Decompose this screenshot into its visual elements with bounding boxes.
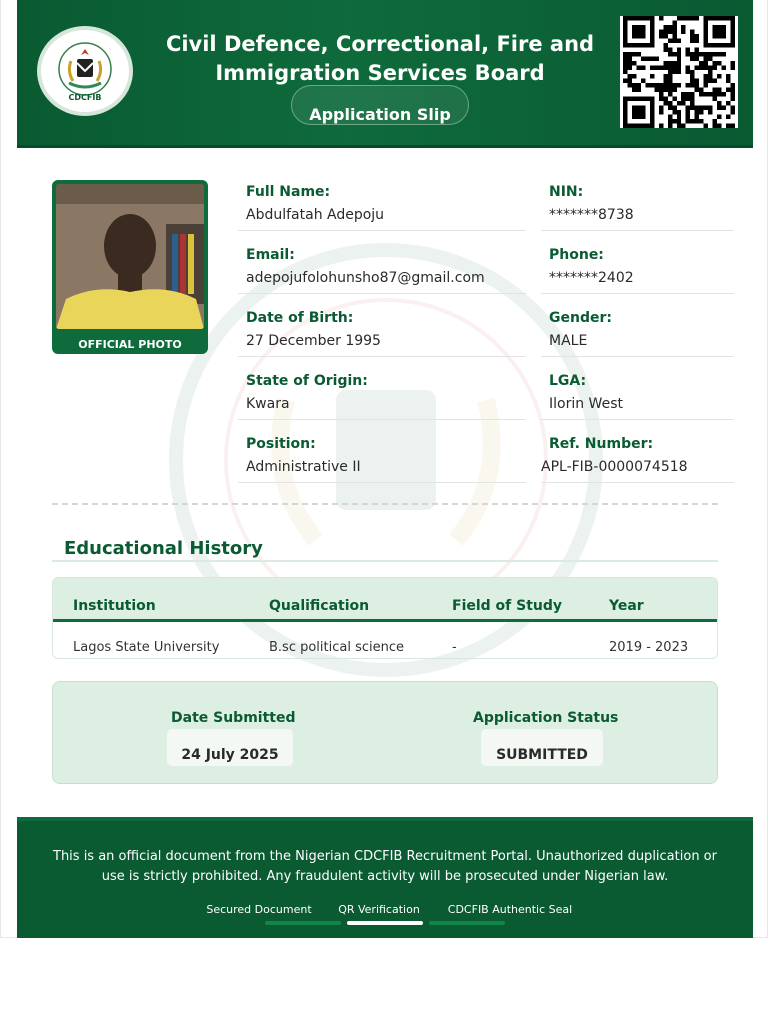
state-value: Kwara	[246, 396, 290, 412]
education-table-header	[53, 578, 717, 622]
title-line-1: Civil Defence, Correctional, Fire and	[165, 32, 595, 56]
date-submitted-value: 24 July 2025	[167, 729, 293, 766]
board-title	[157, 30, 603, 88]
lga-value: Ilorin West	[549, 396, 623, 412]
field-ref-number	[541, 434, 734, 483]
ref-value: APL-FIB-0000074518	[541, 459, 688, 475]
cdcfib-logo	[37, 26, 133, 116]
legal-notice: This is an official document from the Nigerian CDCFIB Recruitment Portal. Unauthorized duplication or use is strictly prohibited. Any fraudulent activity will be prosecuted under Nigerian law.	[53, 849, 717, 884]
nin-value: *******8738	[549, 207, 634, 223]
header-field-of-study: Field of Study	[452, 598, 563, 614]
state-label: State of Origin:	[246, 373, 368, 389]
field-phone	[541, 245, 734, 294]
field-position	[238, 434, 526, 483]
progress-bar-3	[429, 921, 505, 925]
progress-bar-1	[265, 921, 341, 925]
header-qualification: Qualification	[269, 598, 370, 614]
cell-qualification: B.sc political science	[269, 640, 405, 655]
date-submitted-label: Date Submitted	[171, 710, 296, 726]
application-slip-label: Application Slip	[291, 85, 469, 125]
field-full-name	[238, 182, 526, 231]
badge-secured-document: Secured Document	[206, 903, 312, 916]
email-label: Email:	[246, 247, 295, 263]
progress-bar-2	[347, 921, 423, 925]
field-dob	[238, 308, 526, 357]
cell-year: 2019 - 2023	[609, 640, 689, 655]
field-nin	[541, 182, 734, 231]
full-name-value: Abdulfatah Adepoju	[246, 207, 385, 223]
educational-history-title: Educational History	[64, 538, 263, 559]
submission-summary	[52, 681, 718, 784]
badge-qr-verification: QR Verification	[338, 903, 420, 916]
field-email	[238, 245, 526, 294]
qr-code-icon[interactable]	[620, 16, 738, 128]
gender-label: Gender:	[549, 310, 612, 326]
application-status-label: Application Status	[473, 710, 619, 726]
nin-label: NIN:	[549, 184, 584, 200]
cell-field-of-study: -	[452, 640, 457, 655]
dashed-divider	[52, 503, 718, 505]
cell-institution: Lagos State University	[73, 640, 220, 655]
phone-value: *******2402	[549, 270, 634, 286]
header-year: Year	[609, 598, 644, 614]
position-value: Administrative II	[246, 459, 361, 475]
field-lga	[541, 371, 734, 420]
coat-of-arms-icon	[55, 41, 115, 97]
dob-label: Date of Birth:	[246, 310, 354, 326]
email-value: adepojufolohunsho87@gmail.com	[246, 270, 485, 286]
title-line-2: Immigration Services Board	[215, 61, 545, 85]
field-state-of-origin	[238, 371, 526, 420]
phone-label: Phone:	[549, 247, 604, 263]
status-badge: SUBMITTED	[481, 729, 603, 766]
header-institution: Institution	[73, 598, 156, 614]
official-photo-frame	[52, 180, 208, 354]
field-gender	[541, 308, 734, 357]
full-name-label: Full Name:	[246, 184, 331, 200]
lga-label: LGA:	[549, 373, 587, 389]
header-banner	[17, 0, 753, 148]
education-table	[52, 577, 718, 659]
official-photo-label: OFFICIAL PHOTO	[78, 338, 182, 351]
gender-value: MALE	[549, 333, 588, 349]
position-label: Position:	[246, 436, 316, 452]
dob-value: 27 December 1995	[246, 333, 381, 349]
ref-label: Ref. Number:	[549, 436, 654, 452]
badge-authentic-seal: CDCFIB Authentic Seal	[447, 903, 573, 916]
applicant-photo	[56, 184, 204, 329]
footer-banner	[17, 817, 753, 938]
logo-text: CDCFIB	[68, 92, 102, 102]
section-underline	[52, 560, 718, 562]
